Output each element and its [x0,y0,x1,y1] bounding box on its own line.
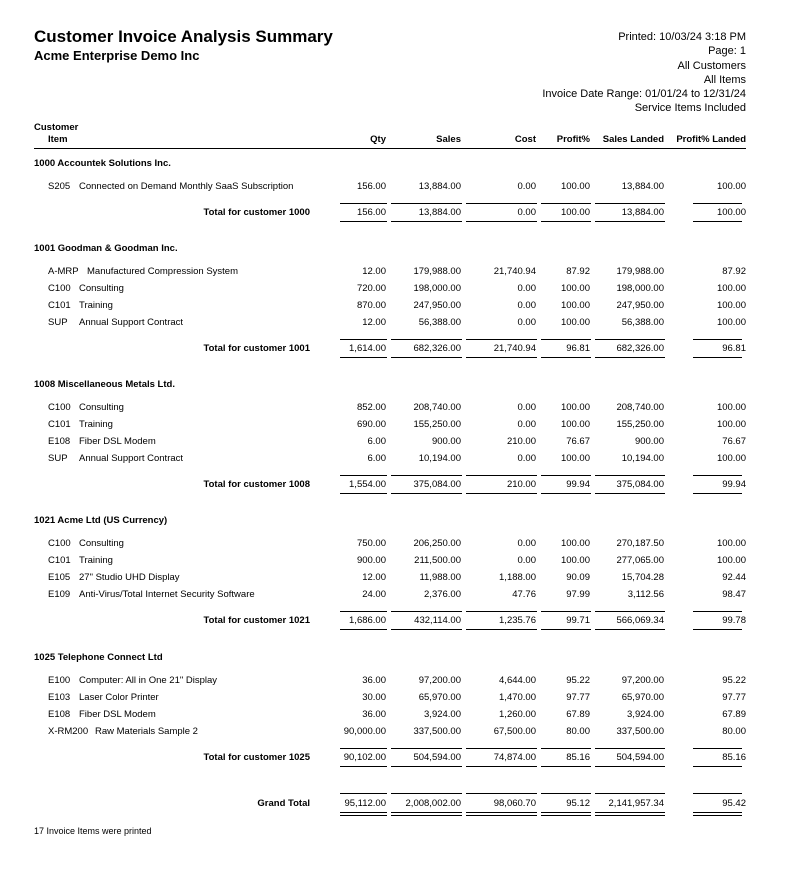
total-cost: 210.00 [506,479,536,490]
subtotal-rule [466,748,537,749]
item-qty: 852.00 [356,402,386,413]
total-rule [541,357,591,358]
col-header-sales: Sales [436,134,461,145]
item-cost: 21,740.94 [493,266,536,277]
item-code: E108 [48,436,71,447]
item-description: Anti-Virus/Total Internet Security Software [79,589,255,600]
total-rule [391,493,462,494]
subtotal-rule [466,475,537,476]
item-profit: 97.99 [566,589,590,600]
item-code: C101 [48,300,71,311]
item-description: Consulting [79,402,124,413]
col-header-cost: Cost [514,134,536,145]
item-profit-landed: 95.22 [722,675,746,686]
item-sales: 198,000.00 [413,283,461,294]
subtotal-rule [595,748,665,749]
item-cost: 47.76 [512,589,536,600]
item-cost: 0.00 [517,538,536,549]
item-description: Manufactured Compression System [87,266,239,277]
total-rule [466,766,537,767]
total-cost: 0.00 [517,207,536,218]
total-landed: 375,084.00 [616,479,664,490]
total-profit-landed: 99.78 [722,615,746,626]
item-profit: 67.89 [566,709,590,720]
total-rule [595,493,665,494]
item-sales: 2,376.00 [424,589,461,600]
item-cost: 0.00 [517,181,536,192]
printed-date: Printed: 10/03/24 3:18 PM [618,31,746,43]
item-sales: 179,988.00 [413,266,461,277]
item-description: Annual Support Contract [79,453,184,464]
col-header-customer: Customer [34,122,79,133]
total-rule [595,629,665,630]
item-code: E109 [48,589,71,600]
grand-total-top-rule [391,793,462,794]
item-cost: 1,470.00 [499,692,536,703]
item-landed: 13,884.00 [621,181,664,192]
subtotal-rule [391,475,462,476]
item-profit-landed: 100.00 [716,402,746,413]
subtotal-rule [541,748,591,749]
item-landed: 3,924.00 [627,709,664,720]
item-landed: 270,187.50 [616,538,664,549]
item-profit-landed: 100.00 [716,181,746,192]
item-landed: 97,200.00 [621,675,664,686]
item-qty: 156.00 [356,181,386,192]
item-sales: 155,250.00 [413,419,461,430]
total-rule [340,766,387,767]
item-code: C100 [48,538,71,549]
item-code: S205 [48,181,71,192]
subtotal-rule [595,203,665,204]
subtotal-rule [595,611,665,612]
grand-total-qty: 95,112.00 [344,798,386,809]
col-header-profit-landed: Profit% Landed [676,134,746,145]
subtotal-rule [466,611,537,612]
grand-total-label: Grand Total [257,798,310,809]
company-name: Acme Enterprise Demo Inc [34,48,200,63]
item-code: SUP [48,453,68,464]
item-cost: 67,500.00 [493,726,536,737]
total-rule [466,357,537,358]
item-profit-landed: 100.00 [716,419,746,430]
item-qty: 6.00 [367,453,386,464]
total-rule [693,221,742,222]
item-qty: 12.00 [362,572,386,583]
total-cost: 1,235.76 [499,615,536,626]
item-profit: 90.09 [566,572,590,583]
item-qty: 750.00 [356,538,386,549]
item-description: Fiber DSL Modem [79,436,156,447]
header-rule [34,148,746,149]
item-qty: 30.00 [362,692,386,703]
customer-total-label: Total for customer 1008 [203,479,310,490]
item-landed: 56,388.00 [621,317,664,328]
grand-total-top-rule [340,793,387,794]
item-description: Fiber DSL Modem [79,709,156,720]
item-description: Raw Materials Sample 2 [95,726,198,737]
item-code: C101 [48,555,71,566]
item-profit: 87.92 [566,266,590,277]
grand-total-double-rule [693,812,742,816]
item-code: E105 [48,572,71,583]
page-number: Page: 1 [708,45,746,58]
item-profit: 100.00 [560,181,590,192]
total-rule [595,357,665,358]
grand-total-double-rule [541,812,591,816]
item-description: 27" Studio UHD Display [79,572,180,583]
service-items-note: Service Items Included [634,102,746,115]
grand-total-top-rule [595,793,665,794]
item-qty: 12.00 [362,266,386,277]
total-rule [340,629,387,630]
total-rule [466,221,537,222]
item-description: Training [79,300,113,311]
item-sales: 13,884.00 [418,181,461,192]
item-profit: 76.67 [566,436,590,447]
customer-header: 1001 Goodman & Goodman Inc. [34,243,178,254]
item-profit-landed: 100.00 [716,538,746,549]
total-rule [340,221,387,222]
item-sales: 337,500.00 [413,726,461,737]
item-qty: 6.00 [367,436,386,447]
total-rule [595,766,665,767]
item-landed: 247,950.00 [616,300,664,311]
item-landed: 198,000.00 [616,283,664,294]
item-code: SUP [48,317,68,328]
item-profit-landed: 100.00 [716,317,746,328]
item-profit-landed: 100.00 [716,300,746,311]
total-profit-landed: 85.16 [722,752,746,763]
total-sales: 504,594.00 [413,752,461,763]
item-description: Training [79,555,113,566]
item-code: E108 [48,709,71,720]
item-profit: 100.00 [560,317,590,328]
total-sales: 13,884.00 [418,207,461,218]
total-profit: 100.00 [560,207,590,218]
subtotal-rule [466,339,537,340]
subtotal-rule [391,203,462,204]
grand-total-double-rule [340,812,387,816]
subtotal-rule [595,475,665,476]
item-landed: 10,194.00 [621,453,664,464]
total-profit-landed: 96.81 [722,343,746,354]
total-qty: 1,686.00 [349,615,386,626]
total-landed: 566,069.34 [616,615,664,626]
item-description: Annual Support Contract [79,317,184,328]
customer-header: 1008 Miscellaneous Metals Ltd. [34,379,175,390]
item-qty: 690.00 [356,419,386,430]
grand-total-profit: 95.12 [566,798,590,809]
item-landed: 155,250.00 [616,419,664,430]
total-rule [541,493,591,494]
total-rule [391,629,462,630]
item-landed: 277,065.00 [616,555,664,566]
item-qty: 720.00 [356,283,386,294]
item-profit: 100.00 [560,453,590,464]
item-qty: 36.00 [362,709,386,720]
col-header-sales-landed: Sales Landed [602,134,664,145]
item-cost: 210.00 [506,436,536,447]
grand-total-cost: 98,060.70 [493,798,536,809]
total-sales: 432,114.00 [414,615,461,626]
item-description: Laser Color Printer [79,692,159,703]
grand-total-profit-landed: 95.42 [722,798,746,809]
total-rule [541,766,591,767]
item-landed: 208,740.00 [616,402,664,413]
total-profit: 99.94 [566,479,590,490]
col-header-item: Item [48,134,68,145]
total-qty: 1,554.00 [349,479,386,490]
subtotal-rule [693,475,742,476]
item-sales: 3,924.00 [424,709,461,720]
customer-filter: All Customers [677,59,746,72]
customer-total-label: Total for customer 1000 [203,207,310,218]
subtotal-rule [693,748,742,749]
item-sales: 206,250.00 [413,538,461,549]
item-profit: 100.00 [560,300,590,311]
item-cost: 0.00 [517,300,536,311]
item-profit: 80.00 [566,726,590,737]
item-profit: 100.00 [560,555,590,566]
item-landed: 65,970.00 [621,692,664,703]
subtotal-rule [340,748,387,749]
total-rule [693,766,742,767]
item-profit-landed: 80.00 [722,726,746,737]
item-sales: 97,200.00 [418,675,461,686]
subtotal-rule [541,339,591,340]
total-rule [340,493,387,494]
item-profit: 95.22 [566,675,590,686]
grand-total-top-rule [466,793,537,794]
total-rule [466,493,537,494]
grand-total-double-rule [391,812,462,816]
subtotal-rule [693,203,742,204]
customer-header: 1025 Telephone Connect Ltd [34,652,163,663]
total-rule [466,629,537,630]
total-rule [541,221,591,222]
total-rule [693,493,742,494]
subtotal-rule [541,475,591,476]
grand-total-sales: 2,008,002.00 [405,798,461,809]
item-qty: 900.00 [356,555,386,566]
item-description: Computer: All in One 21" Display [79,675,218,686]
item-landed: 15,704.28 [621,572,664,583]
item-landed: 337,500.00 [616,726,664,737]
col-header-profit: Profit% [556,134,590,145]
item-profit-landed: 97.77 [722,692,746,703]
item-sales: 208,740.00 [413,402,461,413]
total-rule [693,629,742,630]
item-sales: 11,988.00 [419,572,461,583]
subtotal-rule [693,611,742,612]
date-range: Invoice Date Range: 01/01/24 to 12/31/24 [542,88,746,101]
grand-total-double-rule [466,812,537,816]
item-cost: 0.00 [517,555,536,566]
total-qty: 90,102.00 [343,752,386,763]
subtotal-rule [340,611,387,612]
grand-total-double-rule [595,812,665,816]
subtotal-rule [466,203,537,204]
item-profit-landed: 100.00 [716,453,746,464]
col-header-qty: Qty [370,134,386,145]
item-cost: 0.00 [517,317,536,328]
customer-total-label: Total for customer 1025 [203,752,310,763]
report-title: Customer Invoice Analysis Summary [34,27,333,46]
item-profit: 100.00 [560,419,590,430]
item-profit-landed: 100.00 [716,555,746,566]
subtotal-rule [391,339,462,340]
item-qty: 90,000.00 [343,726,386,737]
total-profit-landed: 99.94 [722,479,746,490]
total-qty: 1,614.00 [349,343,386,354]
item-landed: 179,988.00 [616,266,664,277]
item-description: Consulting [79,538,124,549]
subtotal-rule [391,611,462,612]
total-profit-landed: 100.00 [716,207,746,218]
item-profit: 100.00 [560,538,590,549]
total-landed: 13,884.00 [621,207,664,218]
item-cost: 0.00 [517,402,536,413]
total-sales: 375,084.00 [413,479,461,490]
total-cost: 21,740.94 [493,343,536,354]
total-rule [541,629,591,630]
item-sales: 247,950.00 [413,300,461,311]
item-profit: 100.00 [560,402,590,413]
item-description: Training [79,419,113,430]
customer-header: 1000 Accountek Solutions Inc. [34,158,171,169]
item-cost: 0.00 [517,419,536,430]
total-sales: 682,326.00 [413,343,461,354]
customer-total-label: Total for customer 1001 [203,343,310,354]
grand-total-top-rule [693,793,742,794]
total-rule [693,357,742,358]
grand-total-landed: 2,141,957.34 [608,798,664,809]
item-profit-landed: 92.44 [722,572,746,583]
footer-note: 17 Invoice Items were printed [34,826,152,836]
total-rule [391,766,462,767]
item-sales: 900.00 [431,436,461,447]
item-code: C100 [48,402,71,413]
item-cost: 1,260.00 [499,709,536,720]
item-qty: 870.00 [356,300,386,311]
item-profit: 100.00 [560,283,590,294]
total-rule [391,357,462,358]
subtotal-rule [541,611,591,612]
item-cost: 4,644.00 [499,675,536,686]
total-profit: 85.16 [566,752,590,763]
item-landed: 900.00 [634,436,664,447]
grand-total-top-rule [541,793,591,794]
subtotal-rule [693,339,742,340]
total-rule [340,357,387,358]
item-sales: 65,970.00 [418,692,461,703]
item-profit-landed: 98.47 [722,589,746,600]
item-sales: 10,194.00 [418,453,461,464]
item-code: E100 [48,675,71,686]
item-sales: 211,500.00 [414,555,461,566]
customer-total-label: Total for customer 1021 [203,615,310,626]
item-profit-landed: 87.92 [722,266,746,277]
item-cost: 0.00 [517,453,536,464]
total-qty: 156.00 [356,207,386,218]
subtotal-rule [340,203,387,204]
item-sales: 56,388.00 [418,317,461,328]
item-cost: 1,188.00 [499,572,536,583]
total-profit: 99.71 [566,615,590,626]
item-profit-landed: 76.67 [722,436,746,447]
total-landed: 682,326.00 [616,343,664,354]
total-landed: 504,594.00 [616,752,664,763]
item-profit: 97.77 [566,692,590,703]
item-description: Connected on Demand Monthly SaaS Subscription [79,181,294,192]
item-code: E103 [48,692,71,703]
total-rule [595,221,665,222]
subtotal-rule [340,475,387,476]
subtotal-rule [595,339,665,340]
item-code: C100 [48,283,71,294]
total-cost: 74,874.00 [493,752,536,763]
item-code: X-RM200 [48,726,89,737]
report-meta [542,30,746,116]
total-rule [391,221,462,222]
subtotal-rule [340,339,387,340]
item-qty: 24.00 [362,589,386,600]
item-filter: All Items [703,73,746,86]
subtotal-rule [391,748,462,749]
item-description: Consulting [79,283,124,294]
item-qty: 36.00 [362,675,386,686]
item-code: A-MRP [48,266,79,277]
item-qty: 12.00 [362,317,386,328]
item-landed: 3,112.56 [627,589,664,600]
total-profit: 96.81 [566,343,590,354]
subtotal-rule [541,203,591,204]
item-code: C101 [48,419,71,430]
item-profit-landed: 67.89 [722,709,746,720]
customer-header: 1021 Acme Ltd (US Currency) [34,515,168,526]
item-cost: 0.00 [517,283,536,294]
item-profit-landed: 100.00 [716,283,746,294]
